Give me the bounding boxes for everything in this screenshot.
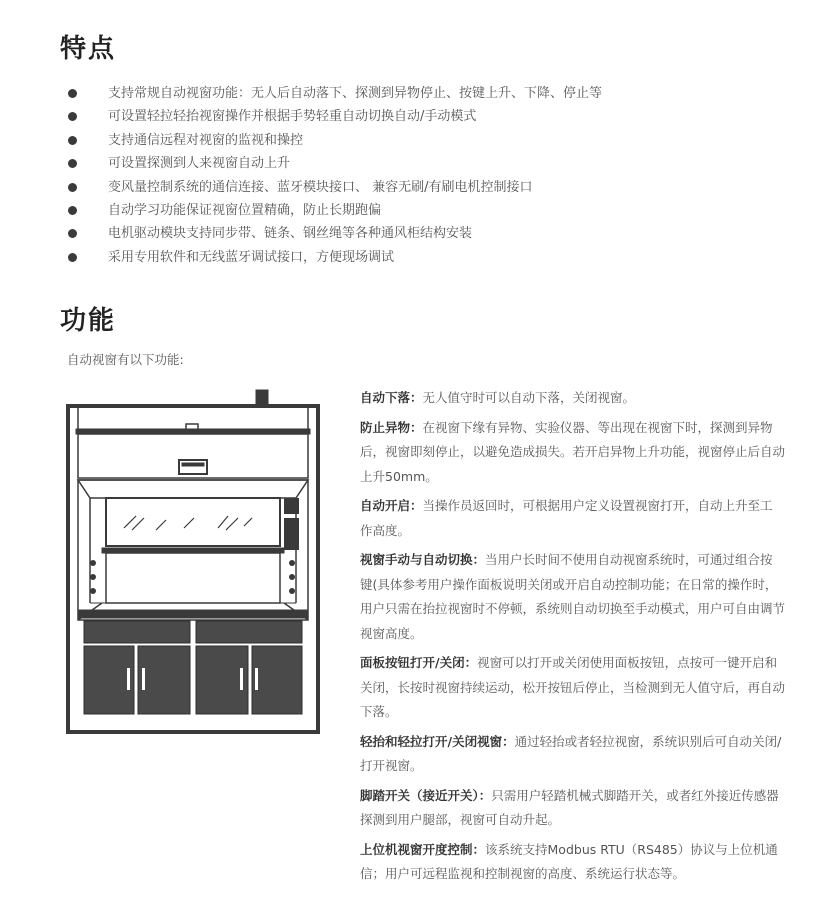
function-item: 自动开启：当操作员返回时，可根据用户定义设置视窗打开，自动上升至工作高度。 xyxy=(360,498,773,538)
feature-item: 自动学习功能保证视窗位置精确，防止长期跑偏 xyxy=(62,199,782,222)
fume-hood-illustration xyxy=(62,388,324,738)
feature-item: 可设置轻拉轻抬视窗操作并根据手势轻重自动切换自动/手动模式 xyxy=(62,105,782,128)
function-item: 防止异物：在视窗下缘有异物、实验仪器、等出现在视窗下时，探测到异物后，视窗即刻停止，以避免造成损失。若开启异物上升功能，视窗停止后自动上升50mm。 xyxy=(360,419,786,484)
bullet-icon xyxy=(68,229,77,238)
feature-item: 支持通信远程对视窗的监视和操控 xyxy=(62,129,782,152)
features-list xyxy=(62,82,782,269)
function-label: 上位机视窗开度控制： xyxy=(360,841,486,857)
function-item: 面板按钮打开/关闭：视窗可以打开或关闭使用面板按钮，点按可一键开启和关闭，长按时视窗持续运动，松开按钮后停止，当检测到无人值守后，再自动下落。 xyxy=(360,655,786,719)
function-label: 脚踏开关（接近开关）： xyxy=(360,787,492,803)
function-label: 防止异物： xyxy=(360,419,423,435)
feature-item: 采用专用软件和无线蓝牙调试接口，方便现场调试 xyxy=(62,246,782,269)
functions-intro: 自动视窗有以下功能: xyxy=(67,352,184,367)
function-label: 轻抬和轻拉打开/关闭视窗： xyxy=(360,733,515,749)
bullet-icon xyxy=(68,183,77,192)
function-label: 面板按钮打开/关闭： xyxy=(360,655,478,670)
features-title: 特点 xyxy=(60,34,117,64)
bullet-icon xyxy=(68,206,77,215)
function-label: 自动下落： xyxy=(360,390,423,405)
function-item: 脚踏开关（接近开关）：只需用户轻踏机械式脚踏开关，或者红外接近传感器探测到用户腿部，视窗可自动升起。 xyxy=(360,787,779,827)
functions-title: 功能 xyxy=(60,306,117,336)
function-item: 轻抬和轻拉打开/关闭视窗：通过轻抬或者轻拉视窗，系统识别后可自动关闭/打开视窗。 xyxy=(360,733,782,773)
function-label: 视窗手动与自动切换： xyxy=(360,552,486,567)
bullet-icon xyxy=(68,136,77,145)
function-item: 自动下落：无人值守时可以自动下落，关闭视窗。 xyxy=(360,390,636,405)
function-item: 上位机视窗开度控制：该系统支持Modbus RTU（RS485）协议与上位机通信；用户可远程监视和控制视窗的高度、系统运行状态等。 xyxy=(360,841,778,881)
functions-description xyxy=(360,386,785,892)
function-label: 自动开启： xyxy=(360,498,423,513)
feature-item: 可设置探测到人来视窗自动上升 xyxy=(62,152,782,175)
feature-item: 支持常规自动视窗功能：无人后自动落下、探测到异物停止、按键上升、下降、停止等 xyxy=(62,82,782,105)
bullet-icon xyxy=(68,89,77,98)
bullet-icon xyxy=(68,112,77,121)
bullet-icon xyxy=(68,159,77,168)
feature-item: 电机驱动模块支持同步带、链条、钢丝绳等各种通风柜结构安装 xyxy=(62,222,782,245)
feature-item: 变风量控制系统的通信连接、蓝牙模块接口、 兼容无刷/有刷电机控制接口 xyxy=(62,176,782,199)
bullet-icon xyxy=(68,253,77,262)
function-item: 视窗手动与自动切换：当用户长时间不使用自动视窗系统时，可通过组合按键(具体参考用户操作面板说明关闭或开启自动控制功能；在日常的操作时，用户只需在抬拉视窗时不停顿，系统则自动切换至手动模式，用户可自由调节视窗高度。 xyxy=(360,552,786,641)
